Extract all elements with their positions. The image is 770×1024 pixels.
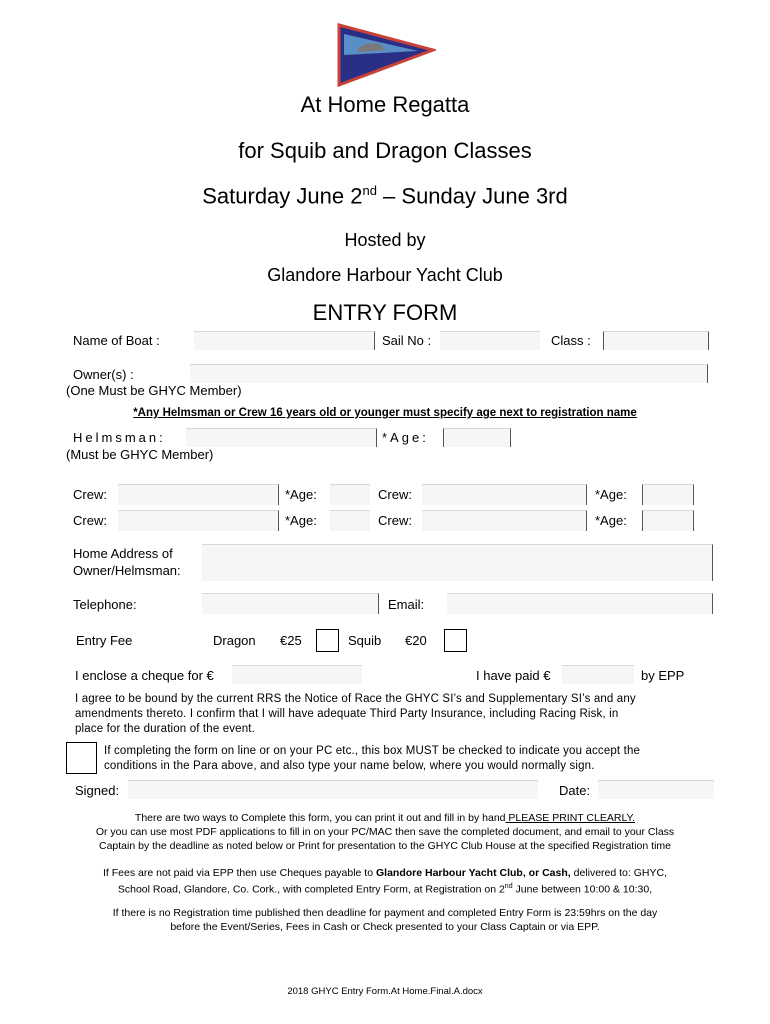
event-subtitle: for Squib and Dragon Classes xyxy=(238,138,532,163)
crew-label-2a: Crew: xyxy=(73,513,107,528)
crew-age-label-1b: *Age: xyxy=(595,487,627,502)
agreement-line-1: I agree to be bound by the current RRS the Notice of Race the GHYC SI’s and Supplementary SI’s and any xyxy=(75,693,636,705)
agreement-text xyxy=(75,692,636,737)
instructions-line-6: If there is no Registration time published then deadline for payment and completed Entry Form is 23:59hrs on the day xyxy=(112,907,658,919)
crew-label-2b: Crew: xyxy=(378,513,412,528)
instructions-line-1 xyxy=(0,811,770,825)
dragon-price: €25 xyxy=(280,633,302,648)
footer-filename: 2018 GHYC Entry Form.At Home.Final.A.docx xyxy=(287,986,483,997)
event-dates xyxy=(0,183,770,209)
instructions-line-5b: June between 10:00 & 10:30, xyxy=(512,883,653,896)
crew-label-1b: Crew: xyxy=(378,487,412,502)
address-label-line1: Home Address of xyxy=(73,546,173,561)
helmsman-label: Helmsman: xyxy=(73,430,166,445)
club-name: Glandore Harbour Yacht Club xyxy=(267,265,503,285)
print-clearly-note: PLEASE PRINT CLEARLY. xyxy=(505,812,636,824)
crew-field-2b[interactable] xyxy=(422,510,587,531)
dates-start: Saturday June 2 xyxy=(202,183,363,209)
cheque-field[interactable] xyxy=(232,665,362,684)
crew-age-label-1a: *Age: xyxy=(285,487,317,502)
crew-age-field-1a[interactable] xyxy=(330,484,370,505)
date-field[interactable] xyxy=(598,780,714,799)
crew-field-1a[interactable] xyxy=(118,484,279,505)
date-label: Date: xyxy=(559,783,591,798)
crew-age-label-2b: *Age: xyxy=(595,513,627,528)
accept-checkbox[interactable] xyxy=(66,742,97,774)
telephone-field[interactable] xyxy=(202,593,379,614)
crew-age-field-2b[interactable] xyxy=(642,510,694,531)
instructions-line-2: Or you can use most PDF applications to fill in on your PC/MAC then save the completed document, and email to your Class xyxy=(95,826,675,838)
crew-field-2a[interactable] xyxy=(118,510,279,531)
email-field[interactable] xyxy=(447,593,713,614)
email-label: Email: xyxy=(388,597,425,612)
cheque-label: I enclose a cheque for € xyxy=(75,668,214,683)
instructions-line-1a: There are two ways to Complete this form, you can print it out and fill in by hand xyxy=(134,812,506,824)
payee-name: Glandore Harbour Yacht Club, or Cash, xyxy=(376,867,571,879)
instructions-para-2 xyxy=(0,866,770,897)
sail-no-label: Sail No : xyxy=(382,333,432,348)
dragon-checkbox[interactable] xyxy=(316,629,339,652)
instructions-line-4a: If Fees are not paid via EPP then use Cheques payable to xyxy=(103,867,376,879)
crew-label-1a: Crew: xyxy=(73,487,107,502)
hosted-by: Hosted by xyxy=(344,230,426,250)
instructions-line-4c: delivered to: GHYC, xyxy=(570,867,667,879)
helmsman-note: (Must be GHYC Member) xyxy=(66,447,214,462)
squib-label: Squib xyxy=(348,633,382,648)
crew-age-label-2a: *Age: xyxy=(285,513,317,528)
helmsman-age-label: *Age: xyxy=(382,430,429,445)
dates-sup: nd xyxy=(362,183,377,198)
class-label: Class : xyxy=(551,333,591,348)
helmsman-age-field[interactable] xyxy=(443,428,511,447)
owner-note: (One Must be GHYC Member) xyxy=(66,383,242,398)
instructions-sup: nd xyxy=(504,883,513,890)
sail-no-field[interactable] xyxy=(440,331,540,350)
form-title: ENTRY FORM xyxy=(312,300,458,325)
instructions-line-5a: School Road, Glandore, Co. Cork., with completed Entry Form, at Registration on 2 xyxy=(117,883,505,896)
agreement-line-3: place for the duration of the event. xyxy=(75,723,255,735)
paid-method: by EPP xyxy=(641,668,685,683)
instructions-para-1 xyxy=(0,811,770,853)
address-label-line2: Owner/Helmsman: xyxy=(73,563,181,578)
class-field[interactable] xyxy=(603,331,709,350)
dates-end: – Sunday June 3rd xyxy=(376,183,568,209)
owner-field[interactable] xyxy=(190,364,708,383)
accept-text xyxy=(104,744,640,774)
instructions-line-7: before the Event/Series, Fees in Cash or Check presented to your Class Captain or via EPP. xyxy=(170,921,600,933)
owner-label: Owner(s) : xyxy=(73,367,134,382)
crew-field-1b[interactable] xyxy=(422,484,587,505)
instructions-line-5 xyxy=(0,880,770,897)
signed-field[interactable] xyxy=(128,780,538,799)
entry-fee-label: Entry Fee xyxy=(76,633,133,648)
dragon-label: Dragon xyxy=(213,633,256,648)
helmsman-field[interactable] xyxy=(186,428,377,447)
paid-label: I have paid € xyxy=(476,668,551,683)
club-burgee-logo xyxy=(336,22,436,88)
instructions-line-3: Captain by the deadline as noted below or Print for presentation to the GHYC Club House at the specified Registration time xyxy=(99,840,671,852)
instructions-line-4 xyxy=(0,866,770,880)
paid-field[interactable] xyxy=(562,665,634,684)
squib-checkbox[interactable] xyxy=(444,629,467,652)
accept-line-1: If completing the form on line or on your PC etc., this box MUST be checked to indicate you accept the xyxy=(104,745,641,757)
boat-name-field[interactable] xyxy=(194,331,375,350)
boat-name-label: Name of Boat : xyxy=(73,333,160,348)
instructions-para-3 xyxy=(0,906,770,934)
accept-line-2: conditions in the Para above, and also type your name below, where you would normally sign. xyxy=(104,760,595,772)
age-notice: *Any Helmsman or Crew 16 years old or younger must specify age next to registration name xyxy=(133,407,637,419)
telephone-label: Telephone: xyxy=(73,597,137,612)
crew-age-field-1b[interactable] xyxy=(642,484,694,505)
event-title: At Home Regatta xyxy=(300,92,470,117)
address-field[interactable] xyxy=(202,544,713,581)
squib-price: €20 xyxy=(405,633,427,648)
crew-age-field-2a[interactable] xyxy=(330,510,370,531)
agreement-line-2: amendments thereto. I confirm that I will have adequate Third Party Insurance, including Racing Risk, in xyxy=(75,708,619,720)
signed-label: Signed: xyxy=(75,783,120,798)
